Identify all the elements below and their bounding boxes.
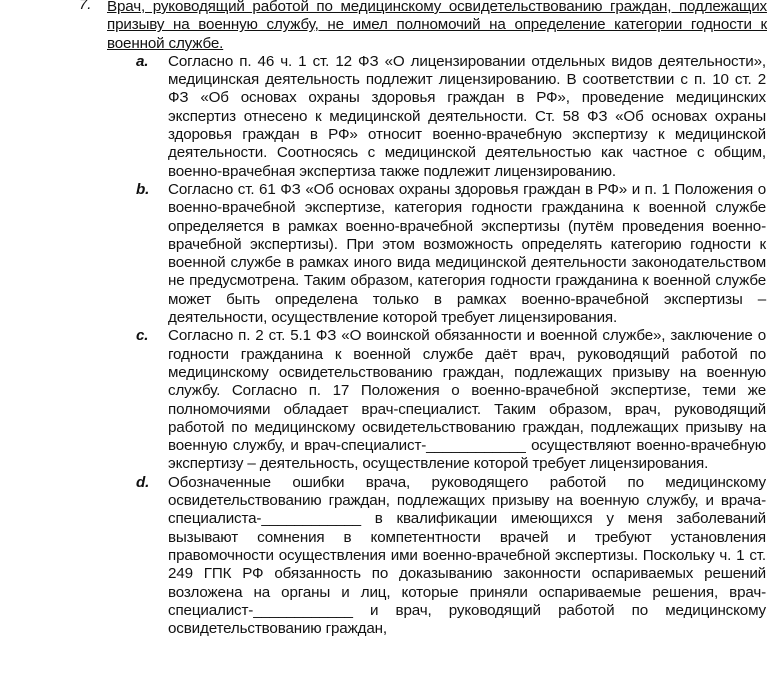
subitem-a xyxy=(136,52,766,181)
subitem-text: Согласно п. 46 ч. 1 ст. 12 ФЗ «О лицензировании отдельных видов деятельности», медицинская деятельность подлежит лицензированию. В соответствии с п. 10 ст. 2 ФЗ «Об основах охраны здоровья граждан в РФ», проведение медицинских экспертиз отнесено к медицинской деятельности. Ст. 58 ФЗ «Об основах охраны здоровья граждан в РФ» относит военно-врачебную экспертизу к медицинской деятельности. Соотносясь с медицинской деятельностью как частное с общим, военно-врачебная экспертиза также подлежит лицензированию. xyxy=(168,52,766,180)
subitem-text: Согласно п. 2 ст. 5.1 ФЗ «О воинской обязанности и военной службе», заключение о годности гражданина к военной службе даёт врач, руководящий работой по медицинскому освидетельствованию граждан, подлежащих призыву на военную службу. Согласно п. 17 Положения о военно-врачебной экспертизе, теми же полномочиями обладает врач-специалист. Таким образом, врач, руководящий работой по медицинскому освидетельствованию граждан, подлежащих призыву на военную службу, и врач-специалист-____________ осуществляют военно-врачебную экспертизу – деятельность, осуществление которой требует лицензирования. xyxy=(168,327,766,473)
item-number: 7. xyxy=(79,0,92,13)
subitem-c xyxy=(136,327,766,473)
subitem-letter: a. xyxy=(136,52,149,70)
subitem-letter: d. xyxy=(136,473,150,491)
subitem-text: Согласно ст. 61 ФЗ «Об основах охраны здоровья граждан в РФ» и п. 1 Положения о военно-врачебной экспертизе, категория годности гражданина к военной службе определяется в рамках военно-врачебной экспертизы (путём проведения военно-врачебной экспертизы). При этом возможность определять категорию годности к военной службе в рамках иного вида медицинской деятельности законодательством не предусмотрена. Таким образом, категория годности гражданина к военной службе может быть определена только в рамках военно-врачебной экспертизы – деятельности, осуществление которой требует лицензирования. xyxy=(168,180,766,327)
numbered-item-7 xyxy=(79,0,767,53)
subitem-letter: b. xyxy=(136,180,150,198)
item-heading: Врач, руководящий работой по медицинскому освидетельствованию граждан, подлежащих призыву на военную службу, не имел полномочий на определение категории годности к военной службе. xyxy=(107,0,767,52)
subitem-text: Обозначенные ошибки врача, руководящего работой по медицинскому освидетельствованию граждан, подлежащих призыву на военную службу, и врача-специалиста-____________ в квалификации имеющихся у меня заболеваний вызывают сомнения в компетентности врачей и требуют установления правомочности осуществления ими военно-врачебной экспертизы. Поскольку ч. 1 ст. 249 ГПК РФ обязанность по доказыванию законности оспариваемых решений возложена на органы и лиц, которые приняли оспариваемые решения, врач-специалист-____________ и врач, руководящий работой по медицинскому освидетельствованию граждан, xyxy=(168,473,766,638)
subitem-d xyxy=(136,473,766,639)
subitem-letter: c. xyxy=(136,327,149,345)
subitem-b xyxy=(136,180,766,327)
